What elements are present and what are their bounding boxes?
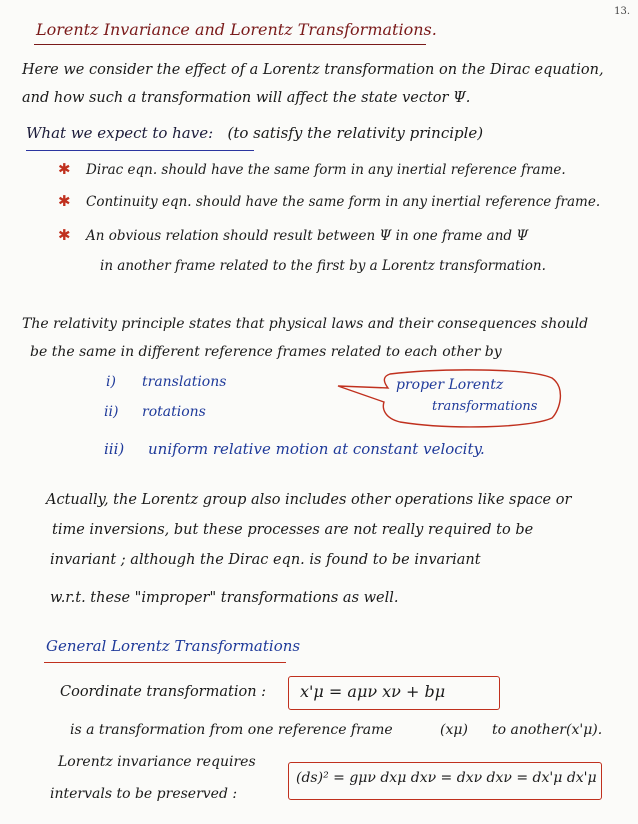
coord-from: (xμ) bbox=[440, 722, 468, 738]
star-bullet-icon: ✱ bbox=[58, 226, 71, 244]
expect-heading bbox=[26, 124, 483, 142]
bullet-item: An obvious relation should result between Ψ in one frame and Ψ bbox=[86, 228, 529, 244]
motion-num-i: i) bbox=[106, 374, 116, 390]
coord-desc: is a transformation from one reference frame bbox=[70, 722, 393, 738]
callout-line-1: proper Lorentz bbox=[396, 377, 504, 393]
title-underline bbox=[34, 44, 426, 45]
bullet-item: Continuity eqn. should have the same form in any inertial reference frame. bbox=[86, 194, 601, 210]
star-bullet-icon: ✱ bbox=[58, 160, 71, 178]
page-title: Lorentz Invariance and Lorentz Transformations. bbox=[36, 20, 437, 39]
expect-note: (to satisfy the relativity principle) bbox=[227, 124, 484, 142]
intro-line-1: Here we consider the effect of a Lorentz transformation on the Dirac equation, bbox=[22, 62, 604, 78]
coord-label: Coordinate transformation : bbox=[60, 684, 267, 700]
coord-equation: x'μ = aμν xν + bμ bbox=[300, 682, 446, 701]
invariance-label-1: Lorentz invariance requires bbox=[58, 754, 256, 770]
motion-uniform: uniform relative motion at constant velocity. bbox=[148, 440, 485, 458]
relativity-line-2: be the same in different reference frames related to each other by bbox=[30, 344, 502, 360]
interval-equation: (ds)² = gμν dxμ dxν = dxν dxν = dx'μ dx'μ bbox=[296, 770, 597, 786]
page-number: 13. bbox=[614, 6, 630, 17]
motion-rotations: rotations bbox=[142, 404, 206, 420]
section-underline bbox=[44, 662, 286, 663]
star-bullet-icon: ✱ bbox=[58, 192, 71, 210]
intro-line-2: and how such a transformation will affect the state vector Ψ. bbox=[22, 90, 471, 106]
bullet-item: Dirac eqn. should have the same form in any inertial reference frame. bbox=[86, 162, 566, 178]
expect-heading-text: What we expect to have: bbox=[26, 124, 214, 142]
coord-to: to another bbox=[492, 722, 566, 738]
callout-line-2: transformations bbox=[432, 399, 538, 414]
group-line-1: Actually, the Lorentz group also includes other operations like space or bbox=[46, 492, 572, 508]
expect-underline bbox=[26, 150, 254, 151]
coord-to-frame: (x'μ). bbox=[566, 722, 603, 738]
group-line-3: invariant ; although the Dirac eqn. is found to be invariant bbox=[50, 552, 481, 568]
bullet-item-continued: in another frame related to the first by a Lorentz transformation. bbox=[100, 258, 546, 274]
group-line-4: w.r.t. these "improper" transformations as well. bbox=[50, 590, 399, 606]
relativity-line-1: The relativity principle states that physical laws and their consequences should bbox=[22, 316, 589, 332]
invariance-label-2: intervals to be preserved : bbox=[50, 786, 238, 802]
motion-translations: translations bbox=[142, 374, 227, 390]
group-line-2: time inversions, but these processes are not really required to be bbox=[52, 522, 534, 538]
motion-num-ii: ii) bbox=[104, 404, 119, 420]
section-heading: General Lorentz Transformations bbox=[46, 637, 301, 655]
motion-num-iii: iii) bbox=[104, 440, 125, 458]
